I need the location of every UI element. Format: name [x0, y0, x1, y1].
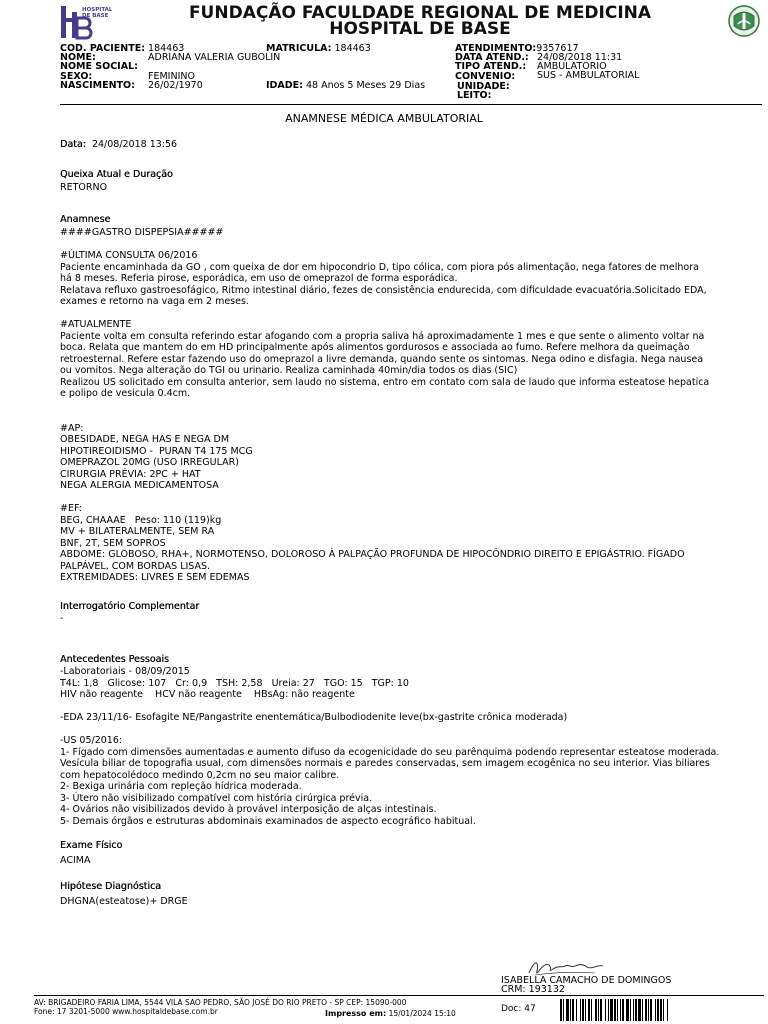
printed-value: 15/01/2024 15:10: [388, 1009, 456, 1018]
convenio-value: SUS - AMBULATORIAL: [537, 70, 640, 81]
document-title: ANAMNESE MÉDICA AMBULATORIAL: [285, 112, 483, 125]
doc-value: 47: [524, 1004, 536, 1014]
record-body: [60, 139, 760, 907]
record-date-row: [60, 139, 760, 151]
atendimento-label: ATENDIMENTO:: [455, 43, 537, 54]
atendimento-value: 9357617: [536, 43, 579, 54]
antecedentes-text: -Laboratoriais - 08/09/2015 T4L: 1,8 Glicose: 107 Cr: 0,9 TSH: 2,58 Ureia: 27 TGO: 15 TGP: 10 HIV não reagente HCV não reagente HBsAg: não reagente -EDA 23/11/16- Esofagite NE/Pangastrite enentemática/Bulbodiodenite leve(bx-gastrite crônica moderada) -US 05/2016: 1- Fígado com dimensões aumentadas e aumento difuso da ecogenicidade do seu parênquima podendo representar esteatose moderada. Vesícula biliar de topografia usual, com dimensões normais e paredes conservadas, sem imagem ecogênica no seu interior. Vias biliares com hepatocolédoco medindo 0,2cm no seu maior calibre. 2- Bexiga urinária com repleção hídrica moderada. 3- Útero não visibilizado compatível com história cirúrgica prévia. 4- Ovários não visibilizados devido à provável interposição de alças intestinais. 5- Demais órgãos e estruturas abdominais examinados de aspecto ecográfico habitual.: [60, 666, 720, 827]
printed-at: [325, 1009, 456, 1018]
tipo-atend-value: AMBULATORIO: [537, 61, 607, 72]
matricula-row: [266, 44, 371, 54]
record-date-label: Data:: [60, 139, 86, 150]
hipotese-text: DHGNA(esteatose)+ DRGE: [60, 895, 188, 907]
document-number: [501, 1004, 536, 1014]
nome-label: NOME:: [60, 52, 96, 63]
printed-label: Impresso em:: [325, 1009, 387, 1018]
nascimento-value: 26/02/1970: [148, 80, 203, 91]
exame-text: ACIMA: [60, 854, 91, 866]
header-divider: [60, 104, 762, 105]
logo-text-line2: DE BASE: [82, 13, 109, 19]
convenio-label: CONVENIO:: [455, 71, 516, 82]
hospital-name: HOSPITAL DE BASE: [329, 19, 511, 39]
interrogatorio-text: -: [60, 613, 64, 624]
idade-value: 48 Anos 5 Meses 29 Dias: [305, 80, 426, 91]
hospital-de-base-logo: [60, 4, 112, 40]
nome-value: ADRIANA VALERIA GUBOLIN: [148, 52, 281, 63]
barcode: [560, 999, 762, 1021]
signatory-name: ISABELLA CAMACHO DE DOMINGOS: [501, 975, 672, 986]
unidade-label: UNIDADE:: [457, 81, 510, 92]
doc-label: Doc:: [501, 1004, 522, 1014]
matricula-label: MATRICULA:: [266, 43, 332, 54]
signatory-crm: CRM: 193132: [501, 984, 565, 995]
nascimento-label: NASCIMENTO:: [60, 80, 135, 91]
institution-emblem: [726, 4, 762, 38]
tipo-atend-label: TIPO ATEND.:: [455, 61, 527, 72]
footer-address: AV: BRIGADEIRO FARIA LIMA, 5544 VILA SAO PEDRO, SÃO JOSÉ DO RIO PRETO - SP CEP: 15090-000: [34, 998, 407, 1007]
sexo-label: SEXO:: [60, 71, 93, 82]
logo-text-line1: HOSPITAL: [82, 7, 112, 13]
anamnese-section-title: Anamnese: [60, 213, 111, 225]
nome-social-label: NOME SOCIAL:: [60, 61, 138, 72]
antecedentes-section-title: Antecedentes Pessoais: [60, 653, 169, 665]
institution-name: FUNDAÇÃO FACULDADE REGIONAL DE MEDICINA: [188, 3, 652, 23]
footer-divider: [34, 995, 764, 996]
cod-paciente-label: COD. PACIENTE:: [60, 43, 146, 54]
cod-paciente-value: 184463: [148, 43, 185, 54]
footer-contact: Fone: 17 3201-5000 www.hospitaldebase.com.br: [34, 1007, 218, 1016]
queixa-section-title: Queixa Atual e Duração: [60, 168, 173, 180]
idade-label: IDADE:: [266, 80, 303, 91]
hipotese-section-title: Hipótese Diagnóstica: [60, 881, 162, 892]
data-atend-value: 24/08/2018 11:31: [537, 52, 623, 63]
anamnese-text: ####GASTRO DISPEPSIA##### #ÚLTIMA CONSULTA 06/2016 Paciente encaminhada da GO , com queixa de dor em hipocondrio D, tipo cólica, com piora pós alimentação, nega fatores de melhora há 8 meses. Referia pirose, esporádica, em uso de omeprazol de forma esporádica. Relatava refluxo gastroesofágico, Ritmo intestinal diário, fezes de consistência endurecida, com dificuldade evacuatória.Solicitado EDA, exames e retorno na vaga em 2 meses. #ATUALMENTE Paciente volta em consulta referindo estar afogando com a propria saliva há aproximadamente 1 mes e que sente o alimento voltar na boca. Relata que mantem do em HD principalmente após alimentos gordurosos e associada ao fumo. Refere melhora da queimação retroesternal. Refere estar fazendo uso do omeprazol a livre demanda, quando sente os sintomas. Nega odino e disfagia. Nega nausea ou vomitos. Nega alteração do TGI ou urinario. Realiza caminhada 40min/dia todos os dias (SIC) Realizou US solicitado em consulta anterior, sem laudo no sistema, entro em contato com sala de laudo que informa esteatose hepatica e polipo de vesicula 0.4cm. #AP: OBESIDADE, NEGA HAS E NEGA DM HIPOTIREOIDISMO - PURAN T4 175 MCG OMEPRAZOL 20MG (USO IRREGULAR) CIRURGIA PRÉVIA: 2PC + HAT NEGA ALERGIA MEDICAMENTOSA #EF: BEG, CHAAAE Peso: 110 (119)kg MV + BILATERALMENTE, SEM RA BNF, 2T, SEM SOPROS ABDOME: GLOBOSO, RHA+, NORMOTENSO, DOLOROSO À PALPAÇÃO PROFUNDA DE HIPOCÔNDRIO DIREITO E EPIGÁSTRIO. FÍGADO PALPÁVEL, COM BORDAS LISAS. EXTREMIDADES: LIVRES E SEM EDEMAS: [60, 227, 710, 583]
sexo-value: FEMININO: [148, 71, 195, 82]
data-atend-label: DATA ATEND.:: [455, 52, 529, 63]
queixa-text: RETORNO: [60, 182, 108, 193]
interrogatorio-section-title: Interrogatório Complementar: [60, 600, 200, 612]
exame-section-title: Exame Físico: [60, 840, 123, 851]
leito-label: LEITO:: [457, 90, 492, 101]
record-date-value: 24/08/2018 13:56: [91, 139, 178, 150]
matricula-value: 184463: [334, 43, 371, 54]
